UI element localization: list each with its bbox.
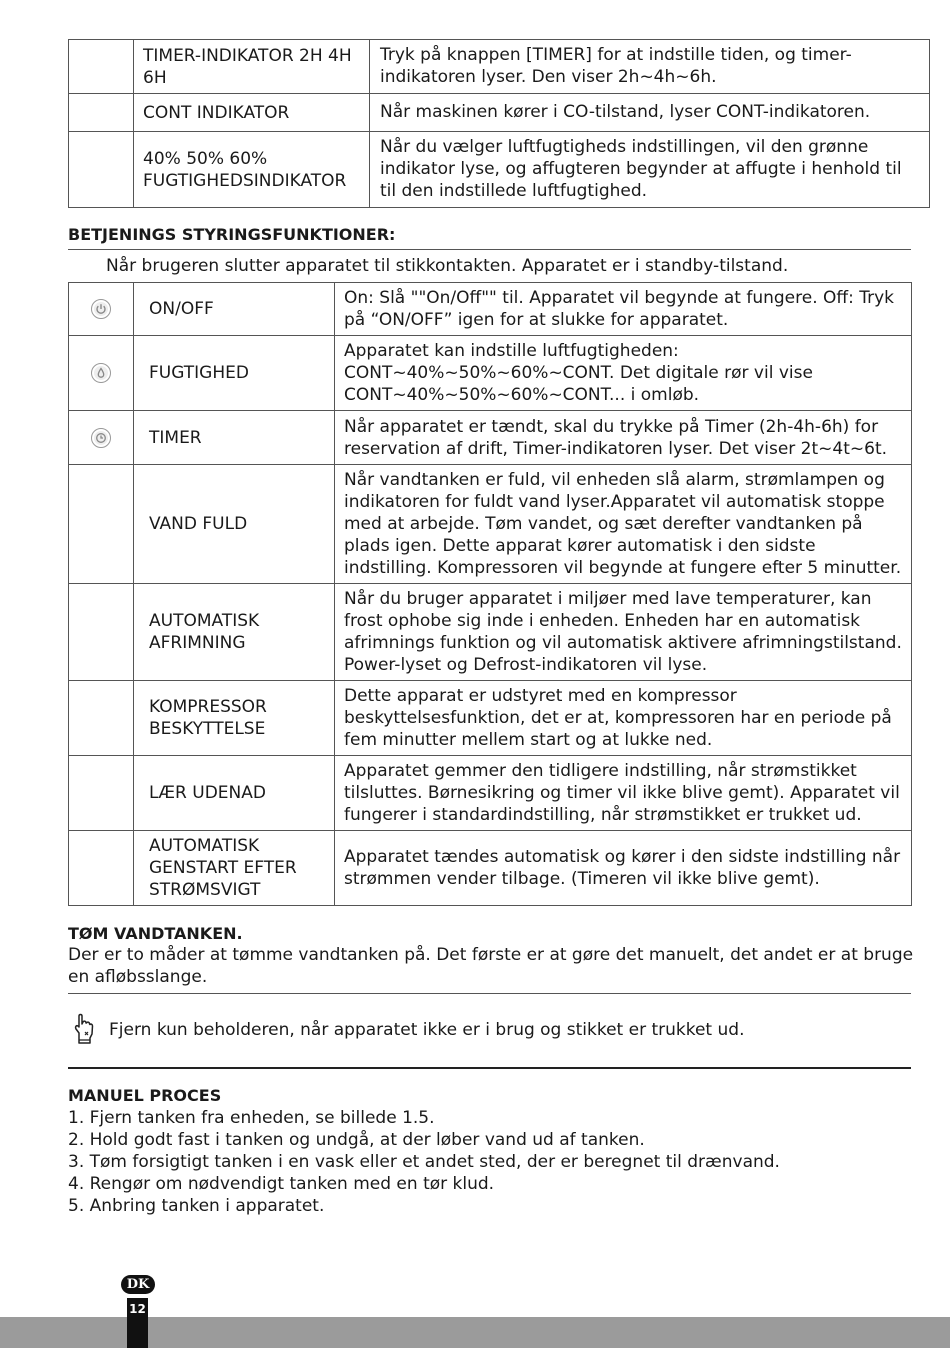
empty-tank-body: Der er to måder at tømme vandtanken på. Det første er at gøre det manuelt, det andet er at bruge en afløbsslange.: [68, 945, 914, 987]
icon-cell: [69, 756, 134, 831]
indicator-name: 40% 50% 60% FUGTIGHEDSINDIKATOR: [134, 132, 370, 208]
icon-cell: [69, 831, 134, 906]
control-name: KOMPRESSOR BESKYTTELSE: [134, 681, 335, 756]
indicator-description: Når du vælger luftfugtigheds indstillingen, vil den grønne indikator lyse, og affugteren begynder at affugte i henhold til til den indstillede luftfugtighed.: [370, 132, 930, 208]
list-item: 4. Rengør om nødvendigt tanken med en tør klud.: [68, 1174, 495, 1194]
control-description: On: Slå ""On/Off"" til. Apparatet vil begynde at fungere. Off: Tryk på “ON/OFF” igen for at slukke for apparatet.: [335, 283, 912, 336]
control-name: VAND FULD: [134, 465, 335, 584]
control-description: Når vandtanken er fuld, vil enheden slå alarm, strømlampen og indikatoren for fuldt vand lyser.Apparatet vil automatisk stoppe med at arbejde. Tøm vandet, og sæt derefter vandtanken på plads igen. Dette apparat kører automatisk i den sidste indstilling. Kompressoren vil begynde at fungere efter 5 minutter.: [335, 465, 912, 584]
table-row: [69, 94, 930, 132]
table-row: [69, 681, 912, 756]
icon-cell: [69, 681, 134, 756]
language-badge: DK: [121, 1275, 155, 1294]
control-name: AUTOMATISK AFRIMNING: [134, 584, 335, 681]
list-item: 1. Fjern tanken fra enheden, se billede 1.5.: [68, 1108, 435, 1128]
list-item: 2. Hold godt fast i tanken og undgå, at der løber vand ud af tanken.: [68, 1130, 645, 1150]
indicator-table: [68, 39, 930, 208]
table-row: [69, 465, 912, 584]
control-description: Når apparatet er tændt, skal du trykke på Timer (2h-4h-6h) for reservation af drift, Timer-indikatoren lyser. Det viser 2t~4t~6t.: [335, 411, 912, 465]
indicator-name: CONT INDIKATOR: [134, 94, 370, 132]
empty-cell: [69, 132, 134, 208]
page-number-tab: [127, 1298, 148, 1348]
table-row: [69, 40, 930, 94]
control-name: ON/OFF: [134, 283, 335, 336]
icon-cell: [69, 283, 134, 336]
table-row: [69, 831, 912, 906]
indicator-description: Når maskinen kører i CO-tilstand, lyser CONT-indikatoren.: [370, 94, 930, 132]
list-item: 3. Tøm forsigtigt tanken i en vask eller et andet sted, der er beregnet til drænvand.: [68, 1152, 780, 1172]
page-number: 12: [129, 1302, 146, 1316]
table-row: [69, 584, 912, 681]
humidity-button-icon: [91, 363, 111, 383]
controls-intro: Når brugeren slutter apparatet til stikkontakten. Apparatet er i standby-tilstand.: [106, 256, 789, 276]
control-description: Apparatet gemmer den tidligere indstilling, når strømstikket tilsluttes. Børnesikring og timer vil ikke blive gemt). Apparatet vil fungerer i standardindstilling, når strømstikket er trukket ud.: [335, 756, 912, 831]
empty-cell: [69, 94, 134, 132]
control-description: Dette apparat er udstyret med en kompressor beskyttelsesfunktion, det er at, kompressoren har en periode på fem minutter mellem start og at lukke ned.: [335, 681, 912, 756]
section-title-empty-tank: TØM VANDTANKEN.: [68, 924, 243, 943]
divider: [68, 249, 911, 250]
section-title-controls: BETJENINGS STYRINGSFUNKTIONER:: [68, 225, 396, 244]
control-name: LÆR UDENAD: [134, 756, 335, 831]
table-row: [69, 132, 930, 208]
empty-cell: [69, 40, 134, 94]
control-description: Apparatet kan indstille luftfugtigheden: CONT~40%~50%~60%~CONT. Det digitale rør vil vise CONT~40%~50%~60%~CONT... i omløb.: [335, 336, 912, 411]
pointing-hand-icon: [72, 1011, 94, 1049]
table-row: [69, 283, 912, 336]
icon-cell: [69, 465, 134, 584]
list-item: 5. Anbring tanken i apparatet.: [68, 1196, 325, 1216]
indicator-name: TIMER-INDIKATOR 2H 4H 6H: [134, 40, 370, 94]
indicator-description: Tryk på knappen [TIMER] for at indstille tiden, og timer-indikatoren lyser. Den viser 2h~4h~6h.: [370, 40, 930, 94]
control-name: FUGTIGHED: [134, 336, 335, 411]
control-description: Apparatet tændes automatisk og kører i den sidste indstilling når strømmen vender tilbage. (Timeren vil ikke blive gemt).: [335, 831, 912, 906]
divider: [68, 993, 911, 994]
table-row: [69, 411, 912, 465]
icon-cell: [69, 584, 134, 681]
timer-button-icon: [91, 428, 111, 448]
safety-note: Fjern kun beholderen, når apparatet ikke er i brug og stikket er trukket ud.: [109, 1020, 745, 1040]
table-row: [69, 336, 912, 411]
divider: [68, 1067, 911, 1069]
controls-table: [68, 282, 912, 906]
table-row: [69, 756, 912, 831]
icon-cell: [69, 411, 134, 465]
section-title-manual: MANUEL PROCES: [68, 1086, 222, 1105]
power-button-icon: [91, 299, 111, 319]
icon-cell: [69, 336, 134, 411]
manual-steps-list: [68, 1107, 780, 1217]
control-description: Når du bruger apparatet i miljøer med lave temperaturer, kan frost ophobe sig inde i enheden. Enheden har en automatisk afrimnings funktion og vil automatisk aktivere afrimningstilstand. Power-lyset og Defrost-indikatoren vil lyse.: [335, 584, 912, 681]
control-name: AUTOMATISK GENSTART EFTER STRØMSVIGT: [134, 831, 335, 906]
control-name: TIMER: [134, 411, 335, 465]
